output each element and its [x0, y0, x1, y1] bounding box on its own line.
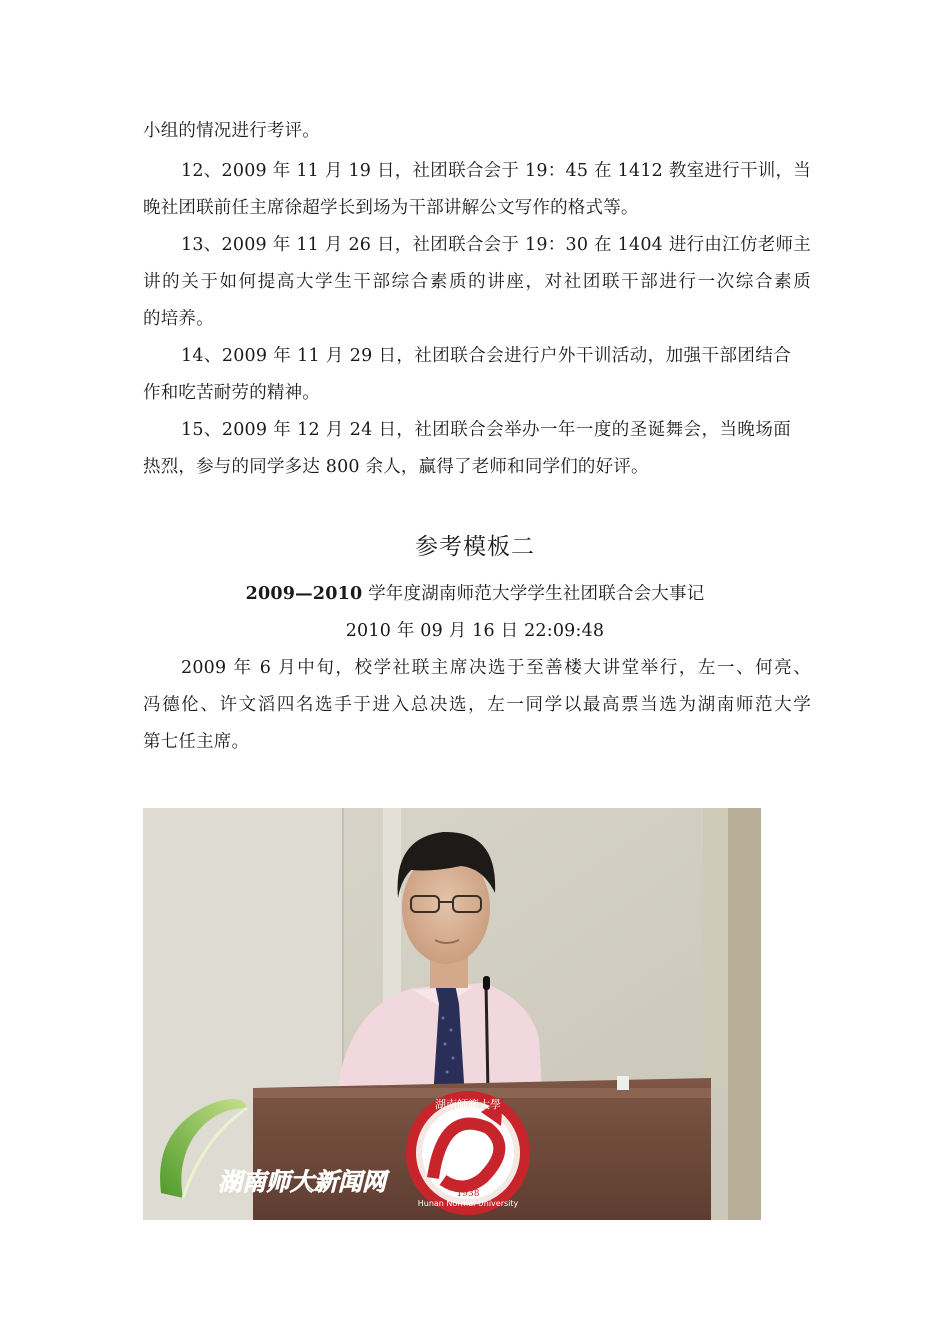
watermark-text: 湖南师大新闻网 — [218, 1167, 386, 1196]
emblem-chinese-text: 湖南師範大學 — [435, 1098, 501, 1111]
paragraph-line: 讲的关于如何提高大学生干部综合素质的讲座，对社团联干部进行一次综合素质 — [143, 272, 811, 292]
news-photo — [143, 808, 761, 1220]
paragraph-line: 12、2009 年 11 月 19 日，社团联合会于 19：45 在 1412 教室进行干训，当 — [181, 161, 811, 181]
paragraph-line: 的培养。 — [143, 309, 214, 329]
paragraph-line: 小组的情况进行考评。 — [143, 121, 320, 141]
article-title — [0, 583, 950, 605]
article-body-line: 第七任主席。 — [143, 732, 250, 752]
emblem-english-text: Hunan Normal University — [417, 1199, 519, 1208]
news-photo-illustration — [143, 808, 761, 1220]
paragraph-line: 14、2009 年 11 月 29 日，社团联合会进行户外干训活动，加强干部团结合 — [181, 346, 791, 366]
article-body-line: 冯德伦、许文滔四名选手于进入总决选，左一同学以最高票当选为湖南师范大学 — [143, 695, 811, 715]
article-title-years: 2009—2010 — [245, 584, 363, 604]
paragraph-line: 热烈，参与的同学多达 800 余人，赢得了老师和同学们的好评。 — [143, 457, 649, 477]
paragraph-line: 15、2009 年 12 月 24 日，社团联合会举办一年一度的圣诞舞会，当晚场面 — [181, 420, 791, 440]
article-datetime: 2010 年 09 月 16 日 22:09:48 — [345, 621, 605, 641]
section-title: 参考模板二 — [415, 534, 535, 560]
paragraph-line: 晚社团联前任主席徐超学长到场为干部讲解公文写作的格式等。 — [143, 198, 639, 218]
article-title-text: 学年度湖南师范大学学生社团联合会大事记 — [362, 584, 705, 604]
paragraph-line: 13、2009 年 11 月 26 日，社团联合会于 19：30 在 1404 进行由江仿老师主 — [181, 235, 811, 255]
emblem-year-text: 1938 — [456, 1189, 480, 1199]
paragraph-line: 作和吃苦耐劳的精神。 — [143, 383, 320, 403]
university-emblem-icon — [406, 1091, 530, 1215]
article-body-line: 2009 年 6 月中旬，校学社联主席决选于至善楼大讲堂举行，左一、何亮、 — [181, 658, 811, 678]
